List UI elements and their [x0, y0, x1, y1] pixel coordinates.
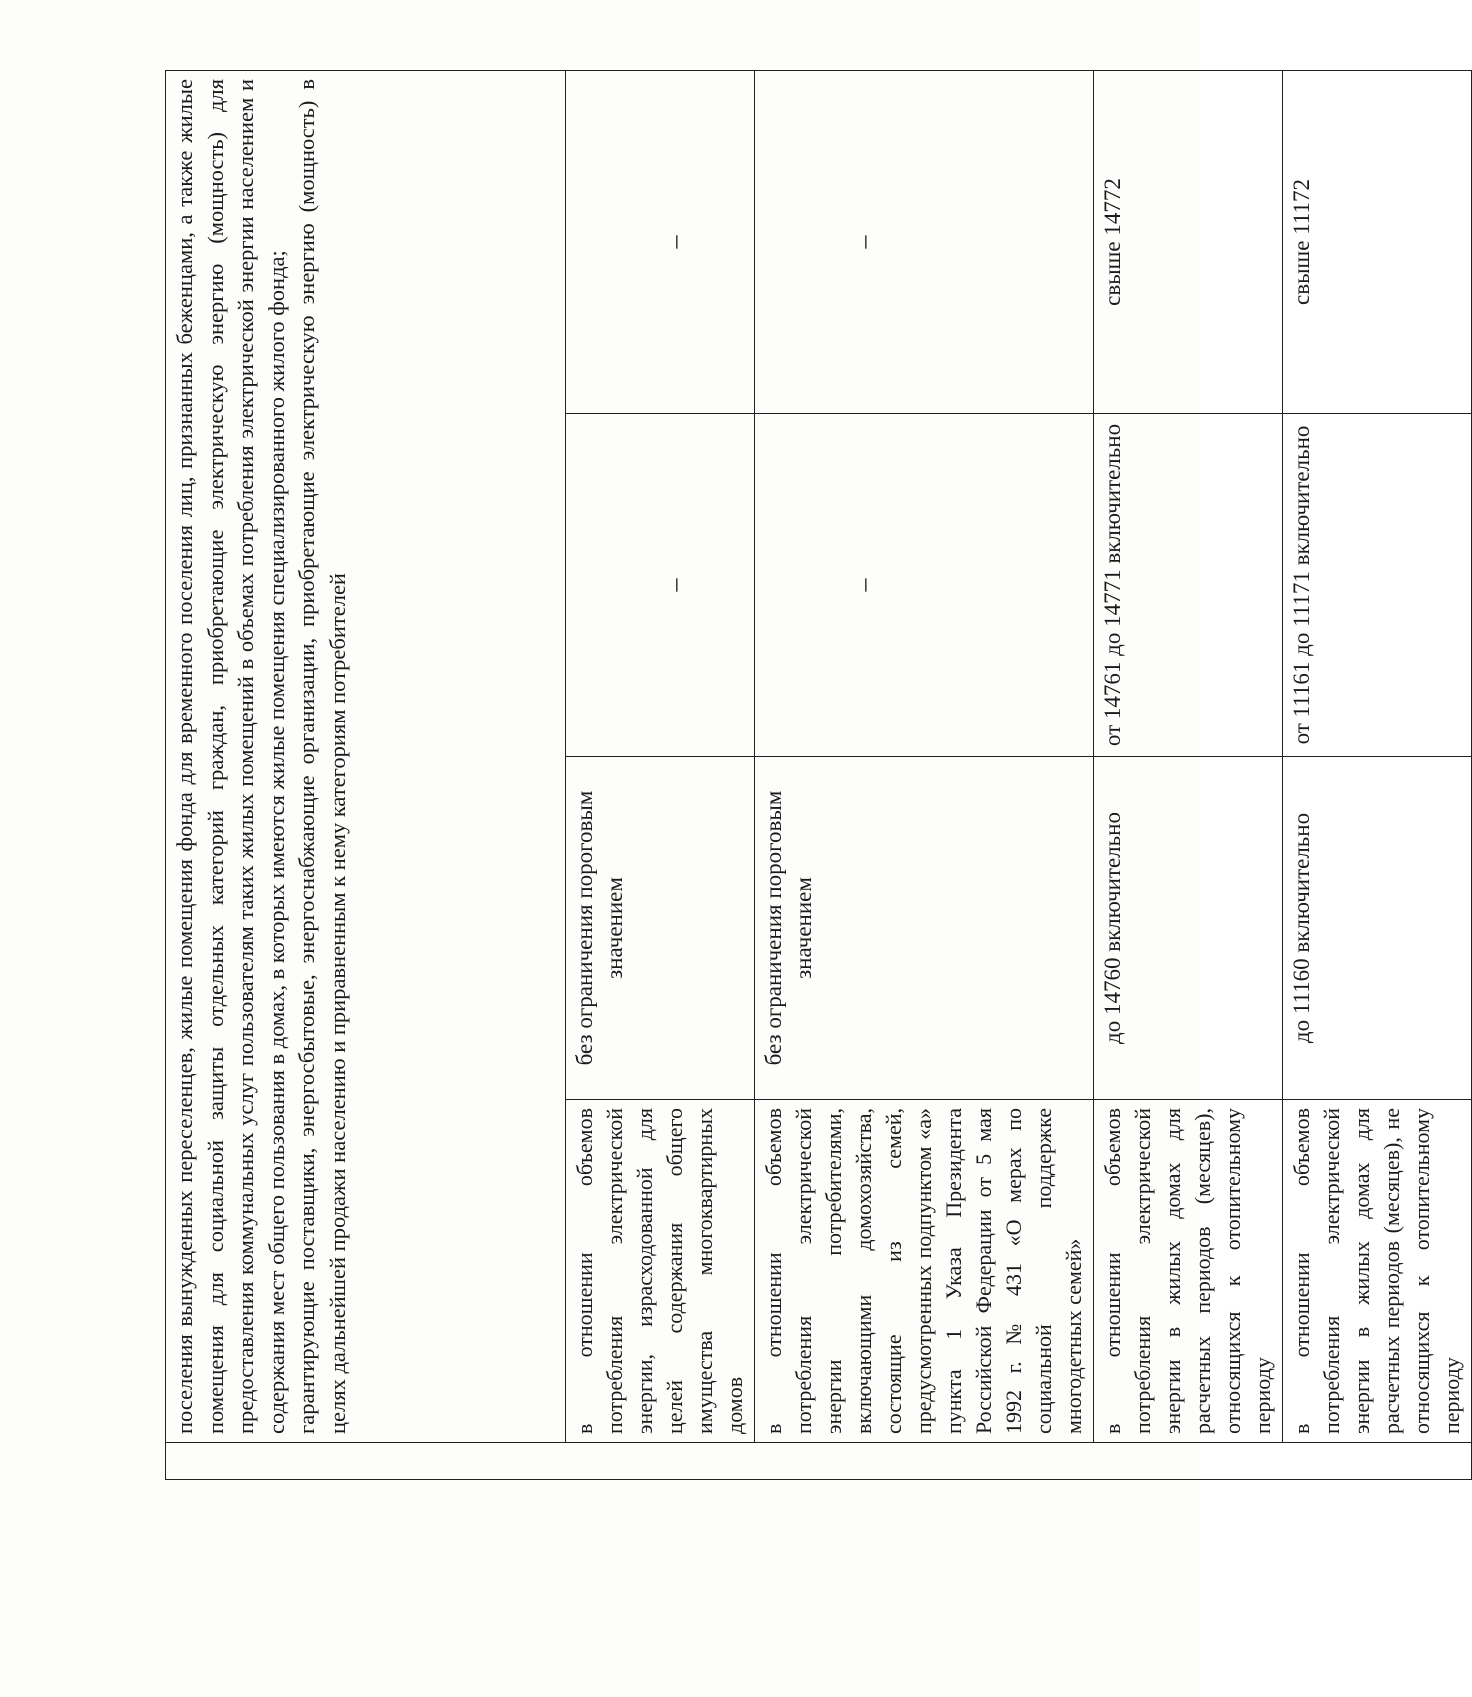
threshold-value-3 — [755, 71, 1094, 414]
threshold-value-2 — [755, 414, 1094, 757]
rotated-table-wrapper — [165, 70, 1464, 1480]
dash-value: – — [849, 235, 878, 249]
row-description: в отношении объемов потребления электрической энергии в жилых домах для расчетных периодов (месяцев), не относящихся к отопительному периоду — [1283, 1100, 1472, 1443]
table-row — [755, 71, 1094, 1480]
intro-paragraph: поселения вынужденных переселенцев, жилые помещения фонда для временного поселения лиц, признанных беженцами, а также жилые помещения для социальной защиты отдельных категорий граждан, приобретающие электрическую энергию (мощность) для предоставления коммунальных услуг пользователям таких жилых помещений в объемах потребления электрической энергии населением и содержания мест общего пользования в домах, в которых имеются жилые помещения специализированного жилого фонда; — [172, 79, 289, 1434]
threshold-value-2: от 14761 до 14771 включительно — [1094, 414, 1283, 757]
row-description: в отношении объемов потребления электрической энергии потребителями, включающими домохозяйства, состоящие из семей, предусмотренных подпунктом «а» пункта 1 Указа Президента Российской Федерации от 5 мая 1992 г. № 431 «О мерах по социальной поддержке многодетных семей» — [755, 1100, 1094, 1443]
threshold-value-3: свыше 11172 — [1283, 71, 1472, 414]
row-description: в отношении объемов потребления электрической энергии, израсходованной для целей содержания общего имущества многоквартирных домов — [566, 1100, 755, 1443]
intro-paragraph: гарантирующие поставщики, энергосбытовые, энергоснабжающие организации, приобретающие электрическую энергию (мощность) в целях дальнейшей продажи населению и приравненным к нему категориям потребителей — [294, 79, 350, 1434]
dash-value: – — [660, 578, 689, 592]
threshold-value-3: свыше 14772 — [1094, 71, 1283, 414]
threshold-value-1: до 11160 включительно — [1283, 757, 1472, 1100]
row-description: в отношении объемов потребления электрической энергии в жилых домах для расчетных периодов (месяцев), относящихся к отопительному периоду — [1094, 1100, 1283, 1443]
dash-value: – — [660, 235, 689, 249]
threshold-value-3 — [566, 71, 755, 414]
threshold-value-1: без ограничения пороговым значением — [566, 757, 755, 1100]
intro-cell — [166, 71, 566, 1443]
tariff-threshold-table — [165, 70, 1472, 1480]
table-row — [1094, 71, 1283, 1480]
table-row — [566, 71, 755, 1480]
row-number-column — [166, 1443, 1472, 1480]
table-row — [166, 71, 566, 1480]
threshold-value-1: до 14760 включительно — [1094, 757, 1283, 1100]
dash-value: – — [849, 578, 878, 592]
threshold-value-2 — [566, 414, 755, 757]
table-row — [1283, 71, 1472, 1480]
threshold-value-1: без ограничения пороговым значением — [755, 757, 1094, 1100]
threshold-value-2: от 11161 до 11171 включительно — [1283, 414, 1472, 757]
